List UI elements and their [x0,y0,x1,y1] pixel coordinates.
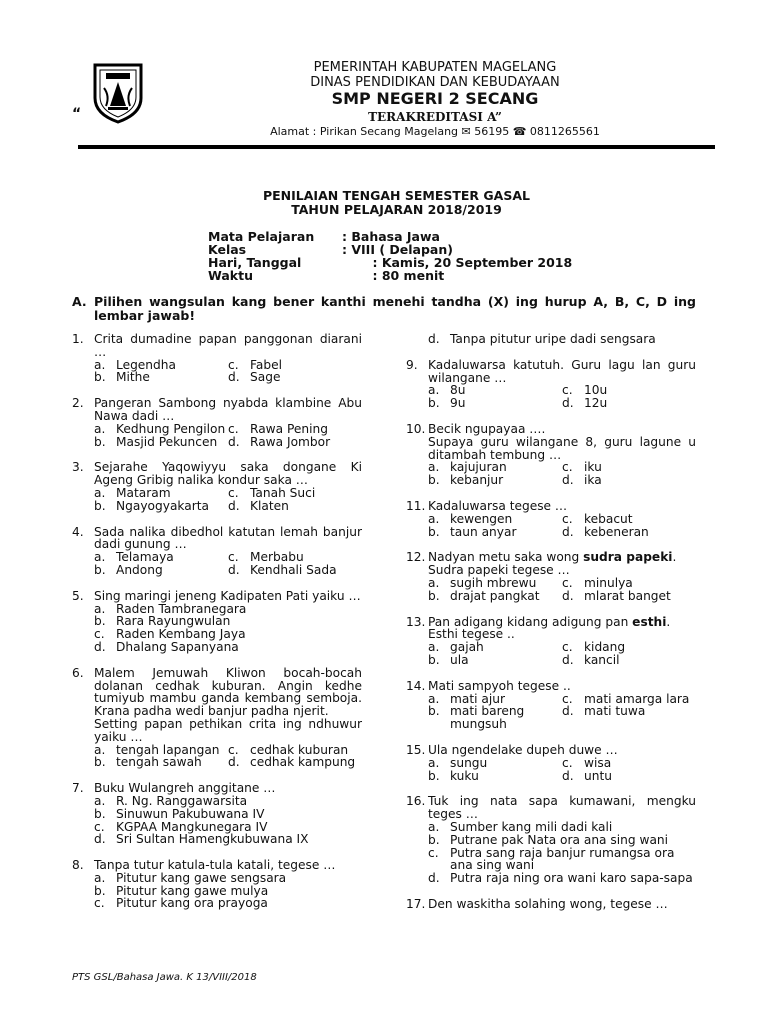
answer-option [428,770,562,783]
question-stem [94,526,362,552]
question-stem [428,898,696,911]
info-value: : Kamis, 20 September 2018 [342,255,573,270]
info-value: : 80 menit [342,268,445,283]
question-item [406,744,696,782]
question-stem [94,782,362,795]
answer-option [94,795,362,808]
option-text: Mataram [116,485,171,500]
answer-option [94,371,228,384]
option-letter: a. [428,755,440,770]
header-department: DINAS PENDIDIKAN DAN KEBUDAYAAN [310,75,560,90]
option-text: drajat pangkat [450,588,540,603]
question-number: 3. [72,460,84,475]
stem-text: Sing maringi jeneng Kadipaten Pati yaiku … [94,588,361,603]
answer-option [228,487,362,500]
option-letter: d. [228,370,240,385]
answer-option [94,423,228,436]
exam-year: TAHUN PELAJARAN 2018/2019 [291,202,502,217]
answer-option [428,834,696,847]
exam-info [208,230,572,282]
option-text: sugih mbrewu [450,575,537,590]
option-text: mlarat banget [584,588,671,603]
option-text: cedhak kampung [250,755,356,770]
answer-option [562,590,696,603]
answer-option [428,513,562,526]
option-letter: d. [228,434,240,449]
stem-text: Nadyan metu saka wong [428,550,584,565]
question-number: 5. [72,588,84,603]
option-text: Pitutur kang gawe sengsara [116,870,287,885]
answer-option [428,384,562,397]
question-item [406,423,696,487]
answer-options [428,384,696,410]
option-letter: a. [428,575,440,590]
question-stem [94,461,362,487]
option-text: Sri Sultan Hamengkubuwana IX [116,832,309,847]
option-letter: a. [94,742,106,757]
question-item [72,461,362,512]
option-letter: d. [562,704,574,719]
header-government: PEMERINTAH KABUPATEN MAGELANG [313,60,557,75]
answer-options [428,693,696,731]
question-item [72,526,362,577]
option-text: kebacut [584,511,633,526]
school-name: SMP NEGERI 2 SECANG [331,89,539,108]
answer-option [228,564,362,577]
answer-option [428,821,696,834]
option-letter: d. [228,562,240,577]
option-letter: c. [562,755,573,770]
option-letter: b. [428,396,440,411]
carryover-option [428,333,696,346]
question-number: 11. [406,498,426,513]
answer-option [562,705,696,731]
option-letter: c. [562,460,573,475]
answer-option [428,526,562,539]
option-letter: d. [562,652,574,667]
option-letter: c. [94,627,105,642]
answer-option [562,384,696,397]
answer-options [428,513,696,539]
answer-option [94,500,228,513]
question-subprompt: Supaya guru wilangane 8, guru lagune u ditambah tembung … [428,434,696,462]
question-number: 12. [406,550,426,565]
header-divider [78,145,715,149]
question-number: 15. [406,742,426,757]
question-number: 6. [72,665,84,680]
stem-text: Tuk ing nata sapa kumawani, mengku teges … [428,794,696,822]
option-text: Kendhali Sada [250,562,337,577]
stem-text: Pangeran Sambong nyabda klambine Abu Nawa dadi … [94,396,362,423]
option-text: R. Ng. Ranggawarsita [116,793,248,808]
info-label: Mata Pelajaran [208,229,315,244]
option-text: Tanah Suci [250,485,316,500]
option-letter: a. [428,383,440,398]
option-letter: b. [94,370,106,385]
option-text: Kedhung Pengilon [116,421,226,436]
answer-option [94,756,228,769]
question-number: 16. [406,794,426,809]
accreditation: TERAKREDITASI A” [368,110,502,124]
option-letter: c. [562,691,573,706]
option-text: Pitutur kang gawe mulya [116,883,269,898]
stem-text: . [666,614,671,629]
info-value: : VIII ( Delapan) [342,242,453,257]
answer-option [228,423,362,436]
right-question-column [406,333,696,924]
option-letter: c. [562,575,573,590]
option-text: Tanpa pitutur uripe dadi sengsara [450,332,656,346]
option-letter: b. [94,755,106,770]
option-text: KGPAA Mangkunegara IV [116,819,268,834]
option-letter: a. [428,511,440,526]
question-number: 13. [406,614,426,629]
answer-option [428,397,562,410]
answer-option [428,847,696,873]
option-letter: d. [562,588,574,603]
answer-option [562,757,696,770]
question-stem [428,359,696,385]
option-letter: d. [228,755,240,770]
question-number: 14. [406,678,426,693]
answer-option [562,641,696,654]
option-letter: b. [428,768,440,783]
answer-option [228,500,362,513]
question-subprompt: Setting papan pethikan crita ing ndhuwur yaiku … [94,716,362,744]
option-letter: d. [228,498,240,513]
answer-option [428,654,562,667]
answer-option [562,513,696,526]
stem-text: Kadaluwarsa katutuh. Guru lagu lan guru wilangane … [428,357,696,385]
option-text: Raden Kembang Jaya [116,627,246,642]
stem-text: . [672,550,677,565]
option-letter: b. [428,704,440,719]
option-text: Klaten [250,498,289,513]
option-text: iku [584,460,602,475]
option-letter: a. [428,819,440,834]
answer-options [94,423,362,449]
stem-text: Pan adigang kidang adigung pan [428,614,633,629]
answer-option [562,770,696,783]
option-letter: a. [94,550,106,565]
option-text: kancil [584,652,620,667]
option-letter: b. [428,588,440,603]
option-letter: b. [428,473,440,488]
option-letter: b. [94,614,106,629]
option-text: Andong [116,562,163,577]
option-text: 8u [450,383,466,398]
answer-options [94,551,362,577]
answer-options [94,487,362,513]
answer-option [228,359,362,372]
option-letter: b. [94,562,106,577]
option-letter: a. [428,460,440,475]
option-letter: c. [228,550,239,565]
option-letter: c. [228,742,239,757]
option-letter: a. [94,870,106,885]
info-label: Waktu [208,268,253,283]
option-text: Putrane pak Nata ora ana sing wani [450,832,669,847]
question-number: 17. [406,896,426,911]
option-text: Putra sang raja banjur rumangsa ora ana sing wani [450,845,675,873]
option-text: Legendha [116,357,176,372]
answer-option [562,526,696,539]
open-quote: “ [72,106,82,122]
option-text: ula [450,652,469,667]
question-number: 9. [406,357,418,372]
answer-option [94,436,228,449]
question-stem [428,744,696,757]
answer-option [562,474,696,487]
option-text: tengah sawah [116,755,202,770]
answer-options [94,359,362,385]
option-letter: c. [562,511,573,526]
question-item [406,898,696,911]
section-letter: A. [72,294,87,309]
stem-bold-term: sudra papeki [583,550,673,565]
question-item [406,500,696,538]
option-text: mati ajur [450,691,505,706]
option-letter: d. [562,473,574,488]
option-text: Dhalang Sapanyana [116,639,239,654]
option-text: 9u [450,396,466,411]
answer-option [94,359,228,372]
option-text: Masjid Pekuncen [116,434,218,449]
answer-option [562,461,696,474]
option-letter: d. [428,871,440,886]
answer-option [428,474,562,487]
question-stem [94,590,362,603]
answer-option [94,897,362,910]
option-letter: a. [428,691,440,706]
question-item [72,667,362,769]
option-letter: c. [562,383,573,398]
answer-option [94,564,228,577]
question-item [72,859,362,910]
option-letter: c. [428,845,439,860]
question-stem [428,795,696,821]
question-stem [94,859,362,872]
option-letter: c. [562,640,573,655]
question-item [72,333,362,384]
stem-text: Malem Jemuwah Kliwon bocah-bocah dolanan cedhak kuburan. Angin kedhe tumiyub mambu ganda kembang semboja. Krana padha wedi banjur padha njerit. [94,665,362,719]
option-text: Sage [250,370,281,385]
answer-option [228,371,362,384]
question-number: 10. [406,421,426,436]
option-text: Fabel [250,357,282,372]
footer-code: PTS GSL/Bahasa Jawa. K 13/VIII/2018 [72,972,257,983]
option-text: Rara Rayungwulan [116,614,231,629]
option-letter: c. [94,896,105,911]
answer-option [94,808,362,821]
option-letter: a. [94,601,106,616]
answer-options [94,795,362,846]
option-letter: b. [94,883,106,898]
option-text: sungu [450,755,488,770]
option-text: kebanjur [450,473,504,488]
answer-option [94,487,228,500]
option-text: mati tuwa [584,704,646,719]
question-item [72,590,362,654]
option-text: Sinuwun Pakubuwana IV [116,806,265,821]
option-text: Mithe [116,370,150,385]
section-text: Pilihen wangsulan kang bener kanthi menehi tandha (X) ing hurup A, B, C, D ing lembar jawab! [94,294,696,323]
answer-options [428,577,696,603]
stem-text: Tanpa tutur katula-tula katali, tegese … [94,858,336,873]
stem-text: Ula ngendelake dupeh duwe … [428,742,618,757]
option-letter: a. [94,357,106,372]
option-letter: c. [228,357,239,372]
question-item [406,680,696,731]
question-item [406,795,696,885]
answer-option [228,436,362,449]
answer-options [94,603,362,654]
left-question-column [72,333,362,923]
question-stem [94,667,362,718]
option-letter: b. [428,524,440,539]
option-text: 10u [584,383,608,398]
option-text: Rawa Pening [250,421,328,436]
address: Alamat : Pirikan Secang Magelang ✉ 56195 ☎ 0811265561 [270,125,600,138]
option-letter: a. [94,485,106,500]
info-label: Hari, Tanggal [208,255,302,270]
option-letter: d. [562,396,574,411]
option-text: gajah [450,640,484,655]
answer-option [562,654,696,667]
answer-option [94,833,362,846]
question-stem [428,500,696,513]
option-text: mati bareng mungsuh [450,704,525,732]
answer-option [428,872,696,885]
option-text: taun anyar [450,524,517,539]
option-text: Telamaya [116,550,174,565]
info-label: Kelas [208,242,247,257]
answer-option [428,590,562,603]
option-letter: d. [562,768,574,783]
option-text: kidang [584,640,626,655]
answer-option [428,705,562,731]
option-text: untu [584,768,612,783]
stem-bold-term: esthi [632,614,667,629]
option-text: Pitutur kang ora prayoga [116,896,268,911]
option-letter: b. [94,498,106,513]
option-text: wisa [584,755,612,770]
option-text: tengah lapangan [116,742,220,757]
question-stem [94,397,362,423]
option-letter: a. [94,793,106,808]
option-letter: c. [94,819,105,834]
question-stem [94,333,362,359]
option-letter: b. [428,832,440,847]
question-number: 2. [72,396,84,411]
option-text: Ngayogyakarta [116,498,209,513]
option-text: minulya [584,575,633,590]
answer-option [228,756,362,769]
option-text: Putra raja ning ora wani karo sapa-sapa [450,871,693,886]
stem-text: Kadaluwarsa tegese … [428,498,568,513]
option-text: kajujuran [450,460,507,475]
option-text: ika [584,473,602,488]
answer-options [428,821,696,885]
question-number: 1. [72,332,84,346]
option-text: Merbabu [250,550,304,565]
answer-option [428,641,562,654]
option-text: 12u [584,396,608,411]
answer-options [94,744,362,770]
option-letter: c. [228,421,239,436]
stem-text: Sada nalika dibedhol katutan lemah banjur dadi gunung … [94,524,362,552]
question-subprompt: Sudra papeki tegese … [428,563,570,578]
option-letter: b. [94,434,106,449]
option-letter: a. [428,640,440,655]
answer-options [94,872,362,910]
option-text: cedhak kuburan [250,742,349,757]
option-letter: c. [228,485,239,500]
answer-options [428,757,696,783]
option-text: Sumber kang mili dadi kali [450,819,613,834]
option-text: kewengen [450,511,513,526]
answer-option [428,577,562,590]
stem-text: Crita dumadine papan panggonan diarani … [94,332,362,359]
exam-title: PENILAIAN TENGAH SEMESTER GASAL [262,188,530,203]
option-letter: d. [94,832,106,847]
option-letter: d. [428,332,440,346]
question-item [406,616,696,667]
answer-option [94,641,362,654]
question-stem [428,423,696,436]
question-number: 4. [72,524,84,539]
answer-options [428,641,696,667]
info-value: : Bahasa Jawa [342,229,440,244]
option-text: kuku [450,768,479,783]
option-letter: b. [94,806,106,821]
question-item [406,551,696,602]
option-letter: d. [94,639,106,654]
regency-logo [92,62,144,124]
answer-option [562,577,696,590]
question-item [72,397,362,448]
option-text: Rawa Jombor [250,434,331,449]
answer-option [562,397,696,410]
answer-option [428,757,562,770]
stem-text: Becik ngupayaa …. [428,421,546,436]
question-subprompt: Esthi tegese .. [428,627,515,642]
stem-text: Mati sampyoh tegese .. [428,678,571,693]
question-item [72,782,362,846]
question-number: 8. [72,858,84,873]
option-text: kebeneran [584,524,649,539]
stem-text: Sejarahe Yaqowiyyu saka dongane Ki Ageng Gribig nalika kondur saka … [94,460,362,488]
option-letter: b. [428,652,440,667]
question-number: 7. [72,781,84,796]
stem-text: Buku Wulangreh anggitane … [94,781,276,796]
option-text: mati amarga lara [584,691,690,706]
answer-options [428,461,696,487]
question-stem [428,680,696,693]
option-text: Raden Tambranegara [116,601,247,616]
stem-text: Den waskitha solahing wong, tegese … [428,896,668,911]
question-item [406,359,696,410]
answer-option [94,872,362,885]
option-letter: d. [562,524,574,539]
option-letter: a. [94,421,106,436]
